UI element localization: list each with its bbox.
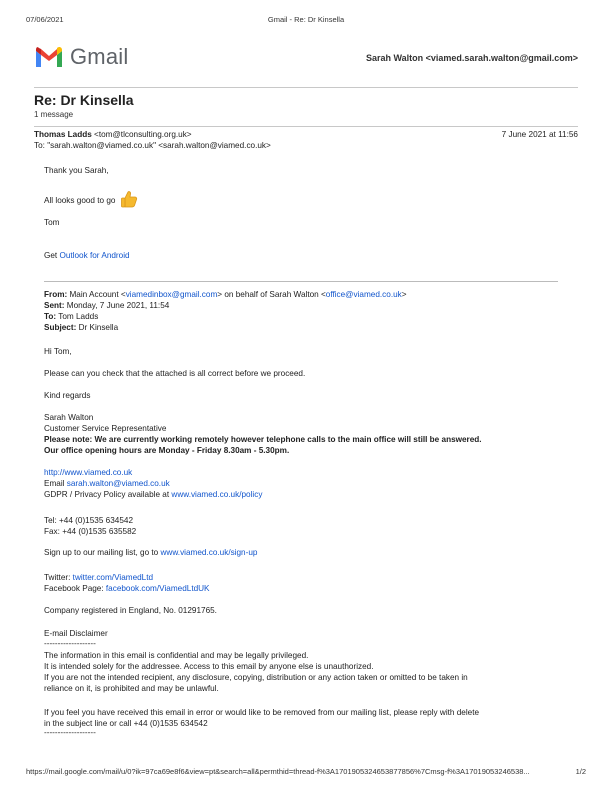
quoted-regards: Kind regards bbox=[44, 391, 91, 400]
message-count: 1 message bbox=[34, 110, 74, 119]
quoted-from-post: > bbox=[401, 290, 407, 299]
quoted-to-line bbox=[44, 312, 98, 323]
header-divider bbox=[34, 87, 578, 88]
quoted-to-value: Tom Ladds bbox=[56, 312, 99, 321]
quoted-sent-line bbox=[44, 301, 169, 312]
sender-email: <tom@tlconsulting.org.uk> bbox=[91, 130, 192, 139]
viamedinbox-link[interactable]: viamedinbox@gmail.com bbox=[125, 290, 218, 299]
mailing-list-line bbox=[44, 548, 257, 559]
facebook-prefix: Facebook Page: bbox=[44, 584, 106, 593]
outlook-link[interactable]: Outlook for Android bbox=[59, 251, 130, 260]
quoted-sent-label: Sent: bbox=[44, 301, 65, 310]
website-link[interactable]: http://www.viamed.co.uk bbox=[44, 468, 133, 477]
quoted-to-label: To: bbox=[44, 312, 57, 321]
quoted-body: Please can you check that the attached is all correct before we proceed. bbox=[44, 369, 306, 378]
notice-line-1: Please note: We are currently working remotely however telephone calls to the main office will still be answered. bbox=[44, 435, 482, 444]
print-date: 07/06/2021 bbox=[26, 15, 64, 24]
quote-separator bbox=[44, 281, 558, 282]
policy-link[interactable]: www.viamed.co.uk/policy bbox=[171, 490, 263, 499]
signature-title: Customer Service Representative bbox=[44, 424, 167, 433]
reply-text: All looks good to go bbox=[44, 196, 116, 206]
gmail-logo[interactable] bbox=[34, 44, 128, 70]
get-outlook-line bbox=[44, 251, 130, 262]
quoted-subject-line bbox=[44, 323, 118, 334]
telephone-line: Tel: +44 (0)1535 634542 bbox=[44, 516, 133, 525]
quoted-subject-label: Subject: bbox=[44, 323, 77, 332]
reply-signoff: Tom bbox=[44, 218, 60, 227]
disclaimer-title: E-mail Disclaimer bbox=[44, 629, 108, 638]
quoted-sent-value: Monday, 7 June 2021, 11:54 bbox=[64, 301, 170, 310]
twitter-line bbox=[44, 573, 153, 584]
quoted-subject-value: Dr Kinsella bbox=[76, 323, 119, 332]
disclaimer-dashes: ------------------- bbox=[44, 639, 96, 648]
message-divider bbox=[34, 126, 578, 127]
thumbs-up-icon bbox=[120, 190, 138, 212]
mailing-prefix: Sign up to our mailing list, go to bbox=[44, 548, 161, 557]
disclaimer-line-1: The information in this email is confidential and may be legally privileged. bbox=[44, 651, 309, 660]
facebook-line bbox=[44, 584, 210, 595]
disclaimer-line-3: If you are not the intended recipient, any disclosure, copying, distribution or any action taken or omitted to be taken in bbox=[44, 673, 468, 682]
twitter-link[interactable]: twitter.com/ViamedLtd bbox=[72, 573, 154, 582]
email-line bbox=[44, 479, 170, 490]
sender-name: Thomas Ladds bbox=[34, 130, 92, 139]
quoted-from-label: From: bbox=[44, 290, 68, 299]
disclaimer-line-2: It is intended solely for the addressee. Access to this email by anyone else is unauthorized. bbox=[44, 662, 374, 671]
thread-subject: Re: Dr Kinsella bbox=[34, 92, 134, 108]
quoted-from-mid: > on behalf of Sarah Walton < bbox=[217, 290, 326, 299]
quoted-from-line bbox=[44, 290, 407, 301]
gdpr-prefix: GDPR / Privacy Policy available at bbox=[44, 490, 172, 499]
get-prefix: Get bbox=[44, 251, 60, 260]
disclaimer-line-5: If you feel you have received this email in error or would like to be removed from our mailing list, please reply with delete bbox=[44, 708, 480, 717]
email-prefix: Email bbox=[44, 479, 67, 488]
disclaimer-line-4: reliance on it, is prohibited and may be unlawful. bbox=[44, 684, 219, 693]
twitter-prefix: Twitter: bbox=[44, 573, 73, 582]
sign-up-link[interactable]: www.viamed.co.uk/sign-up bbox=[160, 548, 258, 557]
disclaimer-dashes-end: ------------------- bbox=[44, 728, 96, 737]
quoted-from-pre: Main Account < bbox=[67, 290, 126, 299]
gmail-m-icon bbox=[34, 46, 64, 69]
gdpr-line bbox=[44, 490, 262, 501]
notice-line-2: Our office opening hours are Monday - Friday 8.30am - 5.30pm. bbox=[44, 446, 290, 455]
office-email-link[interactable]: office@viamed.co.uk bbox=[325, 290, 402, 299]
quoted-greeting: Hi Tom, bbox=[44, 347, 72, 356]
gmail-wordmark: Gmail bbox=[70, 44, 129, 69]
fax-line: Fax: +44 (0)1535 635582 bbox=[44, 527, 137, 536]
account-label: Sarah Walton <viamed.sarah.walton@gmail.com> bbox=[365, 53, 578, 63]
print-title: Gmail - Re: Dr Kinsella bbox=[267, 15, 345, 24]
page-number: 1/2 bbox=[575, 767, 586, 776]
reply-line bbox=[44, 190, 138, 212]
disclaimer-line-6: in the subject line or call +44 (0)1535 634542 bbox=[44, 719, 208, 728]
facebook-link[interactable]: facebook.com/ViamedLtdUK bbox=[105, 584, 210, 593]
print-url: https://mail.google.com/mail/u/0?ik=97ca69e8f6&view=pt&search=all&permthid=thread-f%3A1701905324653877856%7Cmsg-f%3A17019053246538... bbox=[26, 767, 530, 776]
company-registration: Company registered in England, No. 01291765. bbox=[44, 606, 217, 615]
signature-name: Sarah Walton bbox=[44, 413, 94, 422]
recipient-line: To: "sarah.walton@viamed.co.uk" <sarah.walton@viamed.co.uk> bbox=[34, 141, 271, 150]
reply-greeting: Thank you Sarah, bbox=[44, 166, 109, 175]
message-date: 7 June 2021 at 11:56 bbox=[501, 130, 578, 139]
website-line bbox=[44, 468, 132, 479]
sender-line bbox=[34, 130, 192, 141]
sarah-email-link[interactable]: sarah.walton@viamed.co.uk bbox=[66, 479, 170, 488]
